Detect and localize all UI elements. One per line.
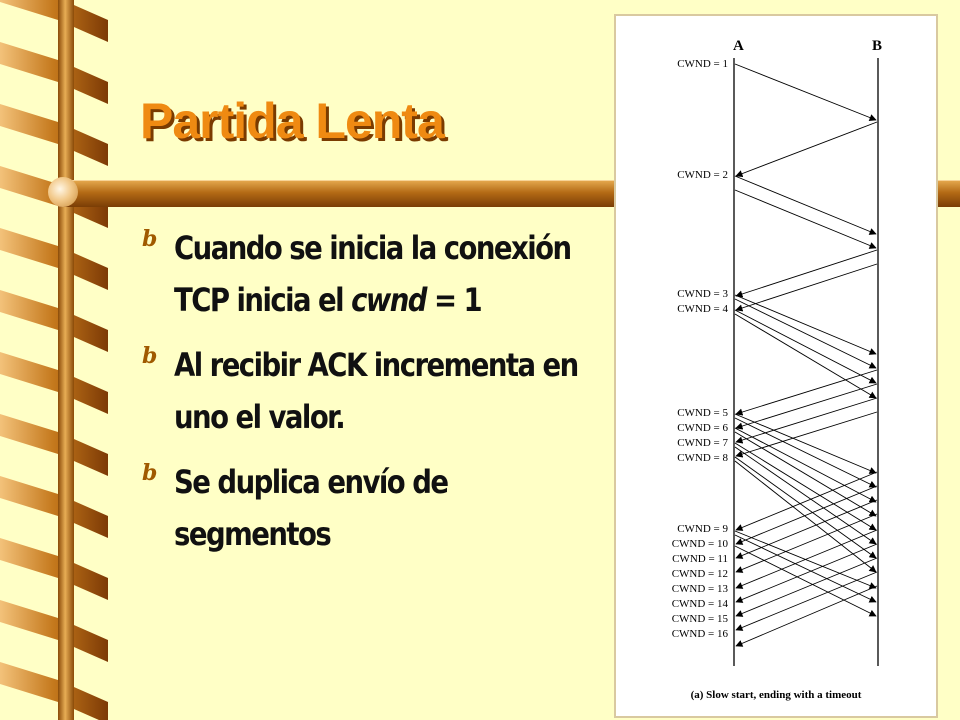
cwnd-label: CWND = 5 <box>677 407 728 419</box>
ack-arrow <box>736 398 877 442</box>
border-chevron <box>0 600 108 662</box>
segment-arrow <box>735 457 876 558</box>
host-a-label: A <box>733 38 744 54</box>
bullet-text: Se duplica envío de segmentos <box>174 463 448 553</box>
border-chevron <box>0 414 108 476</box>
bullet-text: Al recibir ACK incrementa en uno el valor. <box>174 346 578 436</box>
segment-arrow <box>735 432 876 516</box>
segment-arrow <box>735 176 876 234</box>
bullet-item <box>140 222 570 326</box>
ack-arrow <box>736 586 877 646</box>
border-chevron <box>0 290 108 352</box>
ack-arrow <box>736 384 877 428</box>
segment-arrow <box>735 190 876 248</box>
cwnd-label: CWND = 12 <box>671 568 728 580</box>
border-chevron <box>0 352 108 414</box>
timing-diagram <box>616 16 936 716</box>
segment-arrow <box>735 299 876 368</box>
ack-arrow <box>736 514 877 572</box>
cwnd-label: CWND = 2 <box>677 169 728 181</box>
ack-arrow <box>736 472 877 530</box>
bullet-item <box>140 339 578 443</box>
ack-arrow <box>736 264 877 310</box>
cwnd-label: CWND = 13 <box>671 583 728 595</box>
ack-arrow <box>736 412 877 456</box>
cwnd-label: CWND = 4 <box>677 303 728 315</box>
segment-arrow <box>735 310 876 383</box>
border-chevron <box>0 538 108 600</box>
decorative-bar-knob <box>48 177 78 207</box>
cwnd-label: CWND = 3 <box>677 288 728 300</box>
ack-arrow <box>736 544 877 602</box>
ack-arrow <box>736 558 877 616</box>
ack-arrow <box>736 572 877 630</box>
segment-arrow <box>735 535 876 602</box>
ack-arrow <box>736 370 877 414</box>
cwnd-label: CWND = 8 <box>677 452 728 464</box>
border-chevron <box>0 662 108 720</box>
bullet-list <box>140 222 578 573</box>
ack-arrow <box>736 250 877 296</box>
bullet-icon: b <box>142 460 158 486</box>
bullet-text: Cuando se inicia la conexión TCP inicia el cwnd = 1 <box>174 229 571 319</box>
cwnd-label: CWND = 9 <box>677 523 728 535</box>
border-chevron <box>0 42 108 104</box>
cwnd-label: CWND = 10 <box>671 538 728 550</box>
cwnd-label: CWND = 14 <box>671 598 728 610</box>
cwnd-label: CWND = 1 <box>677 58 728 70</box>
cwnd-label: CWND = 15 <box>671 613 728 625</box>
border-chevron <box>0 104 108 166</box>
host-b-label: B <box>872 38 883 54</box>
segment-arrow <box>735 314 876 398</box>
cwnd-label: CWND = 6 <box>677 422 728 434</box>
cwnd-label: CWND = 7 <box>677 437 728 449</box>
bullet-icon: b <box>142 343 158 369</box>
border-chevron <box>0 476 108 538</box>
ack-arrow <box>736 122 877 176</box>
diagram-caption: (a) Slow start, ending with a timeout <box>690 689 862 701</box>
decorative-left-border <box>0 0 110 720</box>
cwnd-label: CWND = 16 <box>671 628 728 640</box>
border-chevron <box>0 0 108 42</box>
bullet-item <box>140 456 570 560</box>
slow-start-diagram <box>614 14 938 718</box>
segment-arrow <box>735 428 876 502</box>
segment-arrow <box>735 418 876 487</box>
ack-arrow <box>736 530 877 588</box>
segment-arrow <box>735 414 876 473</box>
cwnd-label: CWND = 11 <box>672 553 728 565</box>
segment-arrow <box>735 64 876 120</box>
slide-title: Partida Lenta <box>140 93 444 149</box>
border-chevron <box>0 228 108 290</box>
bullet-icon: b <box>142 226 158 252</box>
ack-arrow <box>736 486 877 544</box>
